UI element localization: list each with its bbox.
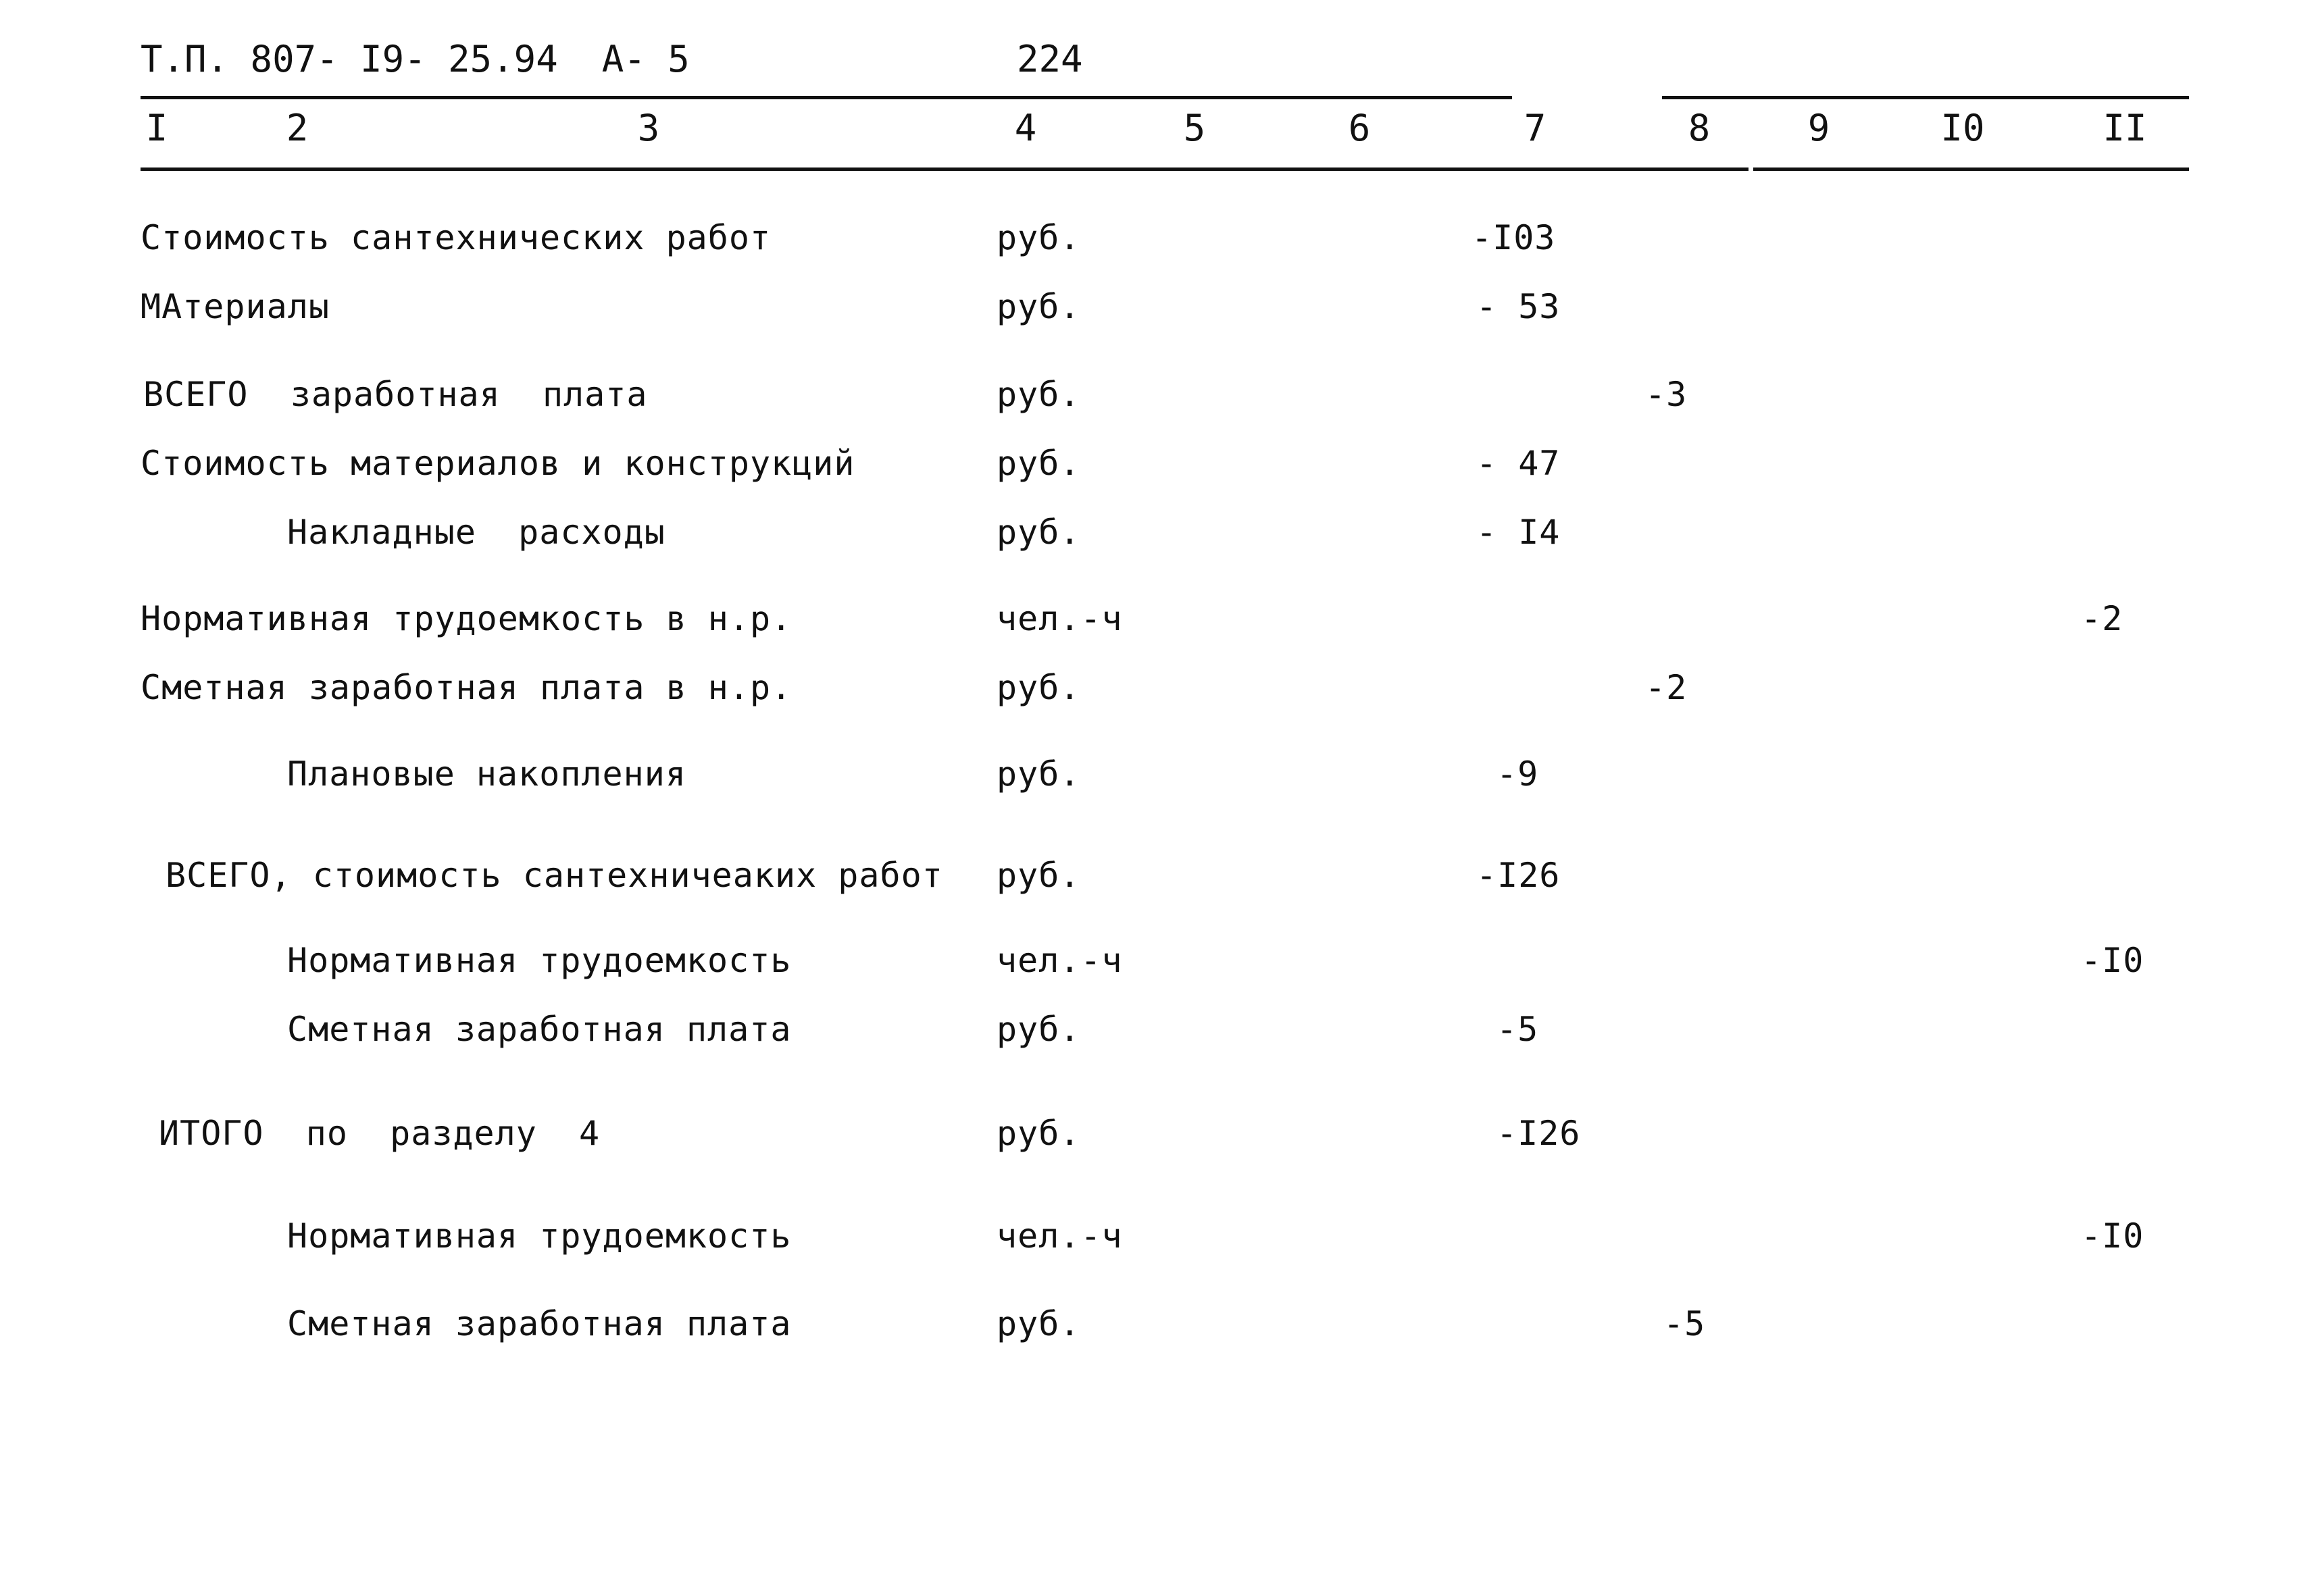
row-unit: руб. bbox=[997, 754, 1081, 794]
row-unit: руб. bbox=[997, 444, 1081, 483]
column-number-8: 8 bbox=[1688, 107, 1711, 149]
row-value: - 47 bbox=[1476, 444, 1561, 483]
row-label: Плановые накопления bbox=[287, 754, 686, 794]
row-value: -9 bbox=[1496, 754, 1539, 794]
row-label: МАтериалы bbox=[141, 287, 330, 326]
row-label: ИТОГО по разделу 4 bbox=[159, 1114, 601, 1153]
row-unit: руб. bbox=[997, 1304, 1081, 1343]
top-rule bbox=[141, 96, 1512, 99]
row-unit: руб. bbox=[997, 1114, 1081, 1153]
row-label: Накладные расходы bbox=[287, 513, 665, 552]
column-number-4: 4 bbox=[1014, 107, 1037, 149]
column-number-7: 7 bbox=[1524, 107, 1546, 149]
row-value: -5 bbox=[1663, 1304, 1706, 1343]
row-value: -3 bbox=[1645, 375, 1688, 414]
column-number-9: 9 bbox=[1807, 107, 1830, 149]
row-label: Стоимость сантехнических работ bbox=[141, 218, 772, 257]
column-number-10: I0 bbox=[1940, 107, 1985, 149]
row-unit: руб. bbox=[997, 856, 1081, 895]
row-label: Нормативная трудоемкость bbox=[287, 1216, 792, 1256]
row-label: Нормативная трудоемкость bbox=[287, 941, 792, 980]
row-unit: чел.-ч bbox=[997, 941, 1123, 980]
row-value: - I4 bbox=[1476, 513, 1561, 552]
row-unit: руб. bbox=[997, 218, 1081, 257]
row-value: -I26 bbox=[1476, 856, 1561, 895]
row-label: ВСЕГО заработная плата bbox=[143, 375, 648, 414]
row-unit: чел.-ч bbox=[997, 599, 1123, 638]
column-number-6: 6 bbox=[1348, 107, 1371, 149]
column-number-2: 2 bbox=[286, 107, 309, 149]
row-label: Сметная заработная плата bbox=[287, 1304, 792, 1343]
row-label: Нормативная трудоемкость в н.р. bbox=[141, 599, 793, 638]
row-label: Сметная заработная плата bbox=[287, 1010, 792, 1049]
top-rule-right bbox=[1662, 96, 2189, 99]
column-number-5: 5 bbox=[1183, 107, 1206, 149]
row-label: Сметная заработная плата в н.р. bbox=[141, 668, 793, 707]
document-code: Т.П. 807- I9- 25.94 А- 5 bbox=[141, 38, 690, 80]
page-number: 224 bbox=[1017, 38, 1083, 80]
column-number-3: 3 bbox=[637, 107, 660, 149]
row-value: -2 bbox=[2081, 599, 2123, 638]
row-value: - 53 bbox=[1476, 287, 1561, 326]
row-unit: руб. bbox=[997, 513, 1081, 552]
row-value: -I0 bbox=[2081, 1216, 2144, 1256]
row-value: -I03 bbox=[1472, 218, 1556, 257]
row-label: ВСЕГО, стоимость сантехничеаких работ bbox=[166, 856, 943, 895]
row-value: -I0 bbox=[2081, 941, 2144, 980]
row-value: -5 bbox=[1496, 1010, 1539, 1049]
row-unit: руб. bbox=[997, 375, 1081, 414]
header-rule-right bbox=[1753, 168, 2189, 171]
row-unit: чел.-ч bbox=[997, 1216, 1123, 1256]
row-value: -I26 bbox=[1496, 1114, 1581, 1153]
row-unit: руб. bbox=[997, 668, 1081, 707]
header-rule bbox=[141, 168, 1749, 171]
row-unit: руб. bbox=[997, 287, 1081, 326]
row-value: -2 bbox=[1645, 668, 1688, 707]
column-number-11: II bbox=[2103, 107, 2147, 149]
row-label: Стоимость материалов и конструкций bbox=[141, 444, 855, 483]
row-unit: руб. bbox=[997, 1010, 1081, 1049]
column-number-1: I bbox=[145, 107, 168, 149]
